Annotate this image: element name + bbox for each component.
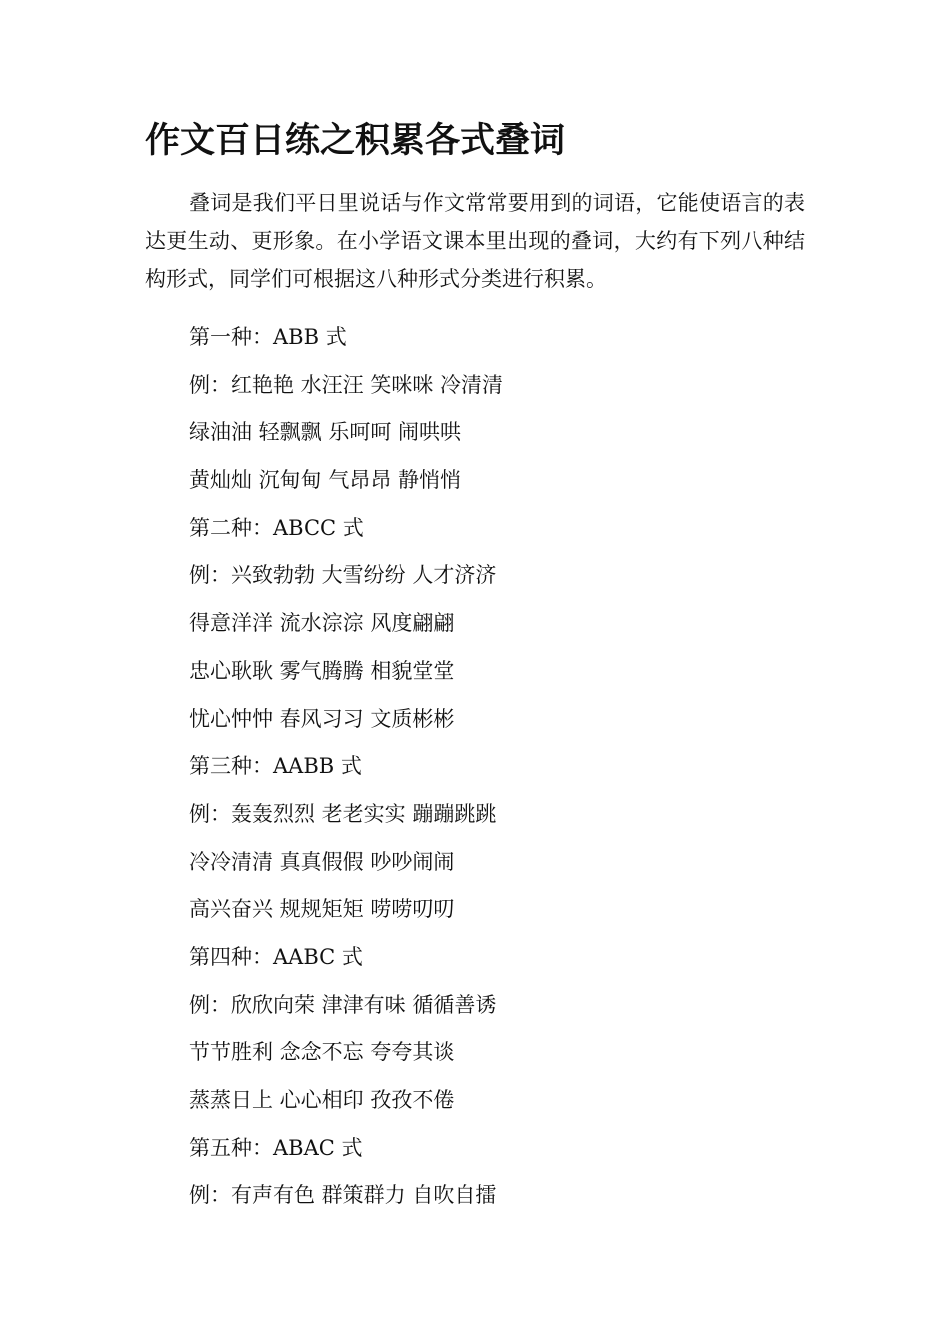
category-heading: 第三种：AABB 式	[189, 754, 362, 779]
example-line: 绿油油 轻飘飘 乐呵呵 闹哄哄	[189, 420, 462, 445]
example-line: 例：欣欣向荣 津津有味 循循善诱	[189, 992, 497, 1017]
intro-paragraph: 叠词是我们平日里说话与作文常常要用到的词语，它能使语言的表达更生动、更形象。在小学语文课本里出现的叠词，大约有下列八种结构形式，同学们可根据这八种形式分类进行积累。	[145, 191, 805, 291]
category-heading: 第四种：AABC 式	[189, 944, 363, 969]
example-line: 节节胜利 念念不忘 夸夸其谈	[189, 1040, 455, 1065]
example-line: 高兴奋兴 规规矩矩 唠唠叨叨	[189, 897, 455, 922]
example-line: 得意洋洋 流水淙淙 风度翩翩	[189, 611, 455, 636]
document-title: 作文百日练之积累各式叠词	[145, 120, 566, 161]
example-line: 冷冷清清 真真假假 吵吵闹闹	[189, 849, 455, 874]
example-line: 例：红艳艳 水汪汪 笑咪咪 冷清清	[189, 372, 504, 397]
example-line: 例：兴致勃勃 大雪纷纷 人才济济	[189, 563, 497, 588]
category-heading: 第二种：ABCC 式	[189, 515, 364, 540]
example-line: 蒸蒸日上 心心相印 孜孜不倦	[189, 1088, 455, 1112]
word-list	[189, 318, 503, 1224]
example-line: 忧心忡忡 春风习习 文质彬彬	[189, 706, 455, 731]
category-heading: 第一种：ABB 式	[189, 325, 347, 349]
category-heading: 第五种：ABAC 式	[189, 1135, 363, 1160]
example-line: 忠心耿耿 雾气腾腾 相貌堂堂	[189, 658, 455, 683]
example-line: 例：有声有色 群策群力 自吹自擂	[189, 1183, 497, 1208]
example-line: 黄灿灿 沉甸甸 气昂昂 静悄悄	[189, 468, 462, 493]
example-line: 例：轰轰烈烈 老老实实 蹦蹦跳跳	[189, 801, 497, 826]
